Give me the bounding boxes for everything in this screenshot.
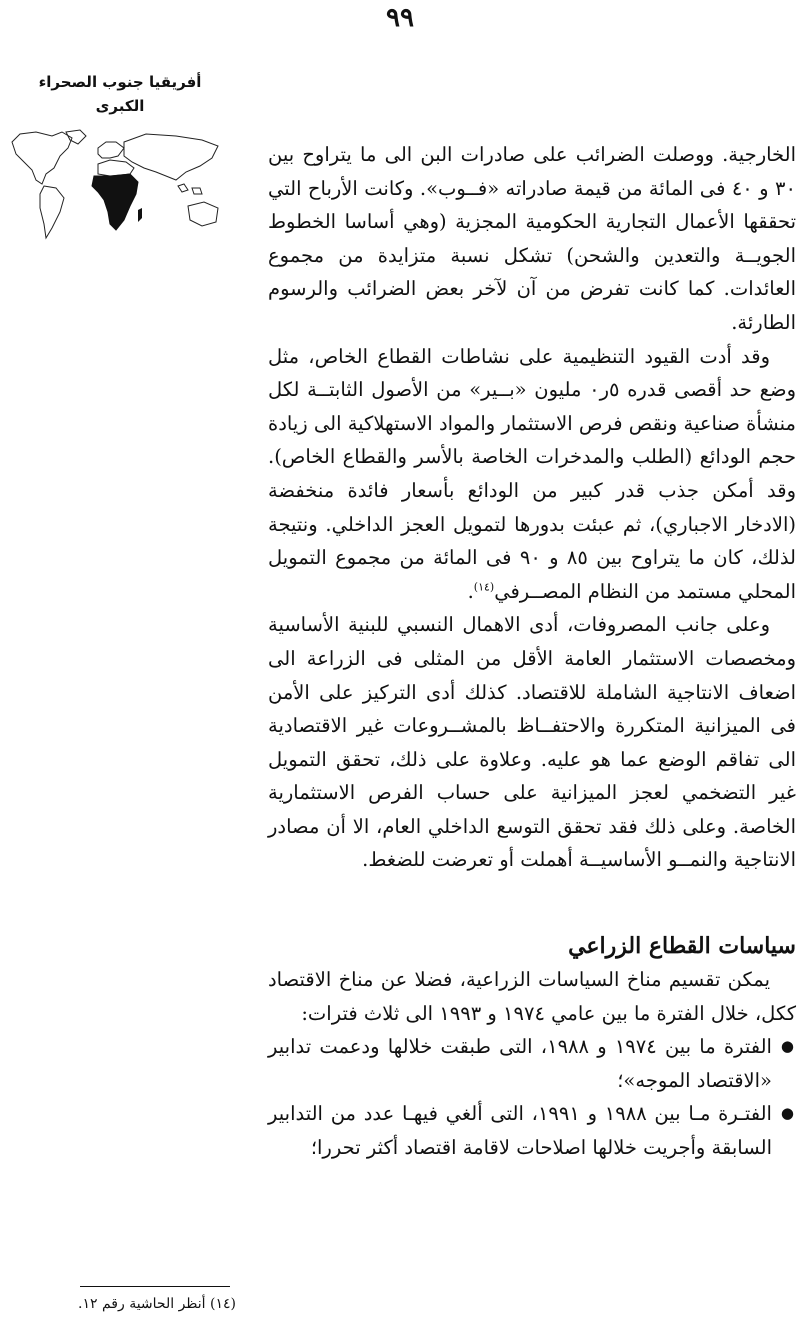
greenland-outline xyxy=(66,130,86,144)
paragraph-2-period: . xyxy=(467,579,474,603)
asia-outline xyxy=(124,134,218,180)
southeast-asia-islands-outline xyxy=(178,184,202,194)
footnote: (١٤) أنظر الحاشية رقم ١٢. xyxy=(78,1296,236,1312)
footnote-divider xyxy=(80,1286,230,1287)
period-list xyxy=(268,1030,796,1164)
north-africa-outline xyxy=(98,160,134,176)
madagascar-highlight xyxy=(138,208,142,222)
sidebar-title-line1: أفريقيا جنوب الصحراء xyxy=(38,73,202,91)
paragraph-3: وعلى جانب المصروفات، أدى الاهمال النسبي للبنية الأساسية ومخصصات الاستثمار العامة الأقل من المثلى فى الزراعة الى اضعاف الانتاجية الشاملة للاقتصاد. كذلك أدى التركيز على الأمن فى الميزانية المتكررة والاحتفــاظ بالمشــروعات غير الاقتصادية الى تفاقم الوضع عما هو عليه. وعلاوة على ذلك، تحقق التمويل غير التضخمي لعجز الميزانية على حساب الفرص الاستثمارية الخاصة. وعلى ذلك فقد تحقق التوسع الداخلي العام، الا أن مصادر الانتاجية والنمــو الأساسيــة أهملت أو تعرضت للضغط. xyxy=(268,613,796,872)
page-number: ٩٩ xyxy=(386,3,414,33)
paragraph-2-text: وقد أدت القيود التنظيمية على نشاطات القطاع الخاص، مثل وضع حد أقصى قدره ٥ر٠ مليون «بــير» من الأصول الثابتــة لكل منشأة صناعية ونقص فرص الاستثمار والمواد الاستهلاكية الى زيادة حجم الودائع (الطلب والمدخرات الخاصة بالأسر والقطاع الخاص). وقد أمكن جذب قدر كبير من الودائع بأسعار فائدة منخفضة (الادخار الاجباري)، ثم عبئت بدورها لتمويل العجز الداخلي. ونتيجة لذلك، كان ما يتراوح بين ٨٥ و ٩٠ فى المائة من مجموع التمويل المحلي مستمد من النظام المصــرفي xyxy=(268,344,797,603)
section-heading: سياسات القطاع الزراعي xyxy=(568,933,796,960)
sub-saharan-africa-highlight xyxy=(92,174,138,230)
sidebar-title xyxy=(0,70,240,118)
sidebar-title-line2: الكبرى xyxy=(95,97,145,115)
footnote-reference-14: (١٤) xyxy=(473,580,495,594)
south-america-outline xyxy=(40,186,64,238)
world-map-africa-highlighted-icon xyxy=(6,128,232,246)
list-item: ● الفتـرة مـا بين ١٩٨٨ و ١٩٩١، التى ألغي فيهـا عدد من التدابير السابقة وأجريت خلالها اصلاحات لاقامة اقتصاد أكثر تحررا؛ xyxy=(268,1097,796,1164)
paragraph-2 xyxy=(268,340,796,609)
europe-outline xyxy=(98,142,124,158)
australia-outline xyxy=(188,202,218,226)
north-america-outline xyxy=(12,132,72,184)
list-item: ● الفترة ما بين ١٩٧٤ و ١٩٨٨، التى طبقت خلالها ودعمت تدابير «الاقتصاد الموجه»؛ xyxy=(268,1030,796,1097)
section-intro: يمكن تقسيم مناخ السياسات الزراعية، فضلا عن مناخ الاقتصاد ككل، خلال الفترة ما بين عامي ١٩٧٤ و ١٩٩٣ الى ثلاث فترات: xyxy=(268,968,796,1025)
main-text xyxy=(268,138,796,1165)
paragraph-1: الخارجية. ووصلت الضرائب على صادرات البن الى ما يتراوح بين ٣٠ و ٤٠ فى المائة من قيمة صادراته «فــوب». وكانت الأرباح التي تحققها الأعمال التجارية الحكومية المجزية (وهي أساسا الخطوط الجويــة والتعدين والشحن) تشكل نسبة متزايدة من مجموع العائدات. كما كانت تفرض من آن لآخر بعض الضرائب والرسوم الطارئة. xyxy=(268,143,796,334)
